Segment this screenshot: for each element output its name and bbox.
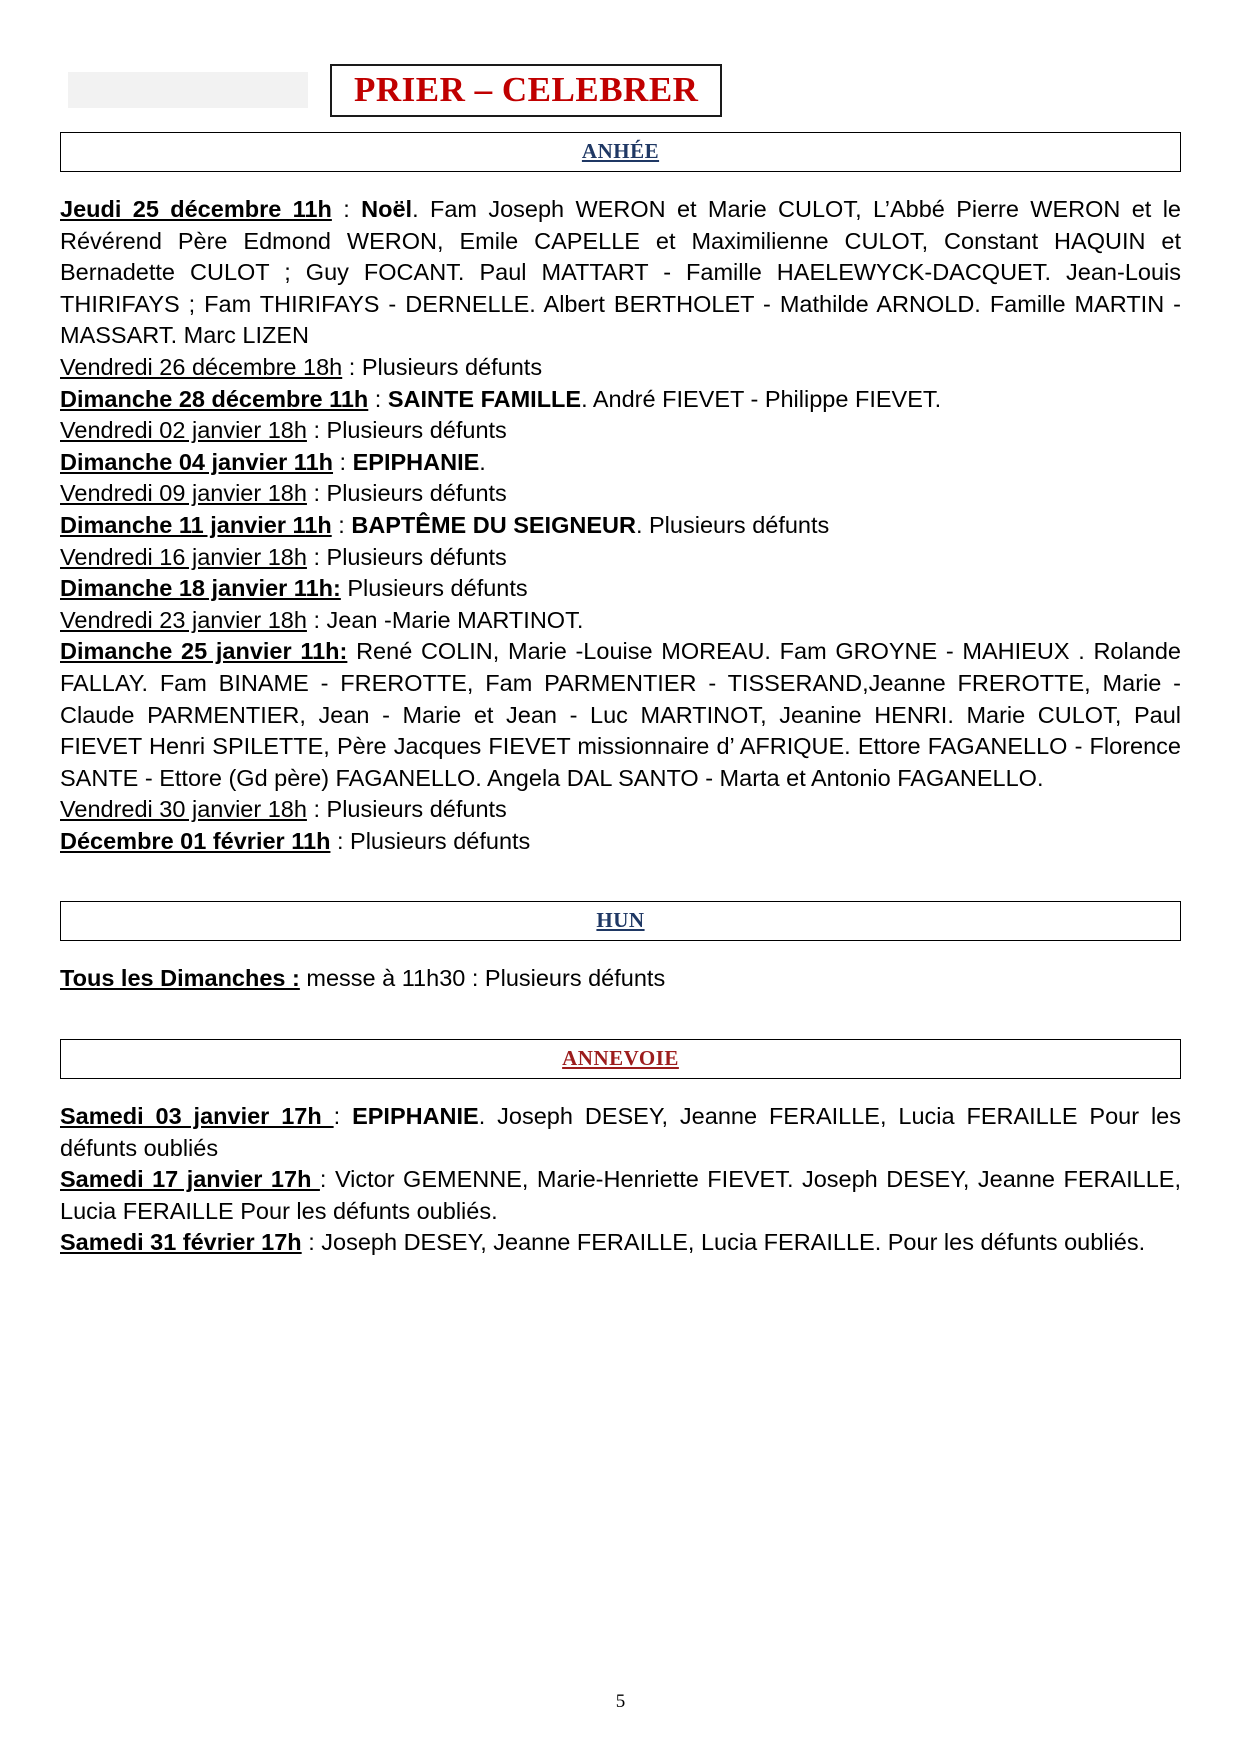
entry-lead: Vendredi 23 janvier 18h <box>60 606 307 633</box>
list-item <box>60 542 1181 574</box>
entry-lead: Jeudi 25 décembre 11h <box>60 196 332 222</box>
entry-lead: Vendredi 16 janvier 18h <box>60 543 307 570</box>
entry-separator: : <box>330 827 351 854</box>
page-header <box>60 62 1181 118</box>
list-item <box>60 478 1181 510</box>
section-entries-annevoie <box>60 1101 1181 1259</box>
entry-body: Plusieurs défunts <box>326 796 507 823</box>
entry-body: René COLIN, Marie -Louise MOREAU. Fam GROYNE - MAHIEUX . Rolande FALLAY. Fam BINAME - FREROTTE, Fam PARMENTIER - TISSERAND,Jeanne FREROTTE, Marie - Claude PARMENTIER, Jean - Marie et Jean - Luc MARTINOT, Jeanine HENRI. Marie CULOT, Paul FIEVET Henri SPILETTE, Père Jacques FIEVET missionnaire d’ AFRIQUE. Ettore FAGANELLO - Florence SANTE - Ettore (Gd père) FAGANELLO. Angela DAL SANTO - Marta et Antonio FAGANELLO. <box>60 638 1181 791</box>
list-item <box>60 826 1181 858</box>
list-item <box>60 352 1181 384</box>
section-entries-hun <box>60 963 1181 995</box>
list-item <box>60 1227 1181 1259</box>
document-title-box <box>330 64 722 117</box>
list-item <box>60 605 1181 637</box>
entry-feast: SAINTE FAMILLE <box>387 385 582 412</box>
entry-body: Plusieurs défunts <box>361 353 543 380</box>
entry-body: . <box>479 448 486 475</box>
entry-lead: Vendredi 30 janvier 18h <box>60 796 307 823</box>
entry-body: . André FIEVET - Philippe FIEVET. <box>581 385 942 412</box>
spacer <box>60 995 1181 1029</box>
entry-lead: Vendredi 02 janvier 18h <box>60 417 307 444</box>
entry-separator: : <box>333 448 353 475</box>
entry-body: Plusieurs défunts <box>326 417 507 444</box>
entry-body: Plusieurs défunts <box>347 575 528 602</box>
list-item <box>60 510 1181 542</box>
section-entries-anhee <box>60 194 1181 857</box>
entry-lead: Dimanche 04 janvier 11h <box>60 448 334 475</box>
entry-lead: Samedi 03 janvier 17h <box>60 1103 334 1130</box>
entry-feast: EPIPHANIE <box>352 448 480 475</box>
list-item <box>60 573 1181 605</box>
list-item <box>60 384 1181 416</box>
entry-body: Plusieurs défunts <box>326 543 507 570</box>
list-item <box>60 636 1181 794</box>
entry-separator: : <box>306 417 327 444</box>
section-title-anhee: ANHÉE <box>581 139 660 163</box>
entry-separator: : <box>306 480 327 507</box>
entry-separator: : <box>306 543 327 570</box>
entry-lead: Vendredi 26 décembre 18h <box>60 353 343 380</box>
entry-body: . Plusieurs défunts <box>635 511 830 538</box>
entry-lead: Dimanche 25 janvier 11h: <box>60 638 348 665</box>
list-item <box>60 963 1181 995</box>
entry-feast: BAPTÊME DU SEIGNEUR <box>351 511 636 538</box>
entry-lead: Tous les Dimanches : <box>60 965 300 992</box>
list-item <box>60 1164 1181 1227</box>
list-item <box>60 447 1181 479</box>
entry-separator: : <box>306 796 327 823</box>
list-item <box>60 194 1181 352</box>
entry-separator <box>347 638 356 664</box>
page-number: 5 <box>615 1691 626 1712</box>
entry-body: Plusieurs défunts <box>350 827 531 854</box>
entry-lead: Dimanche 18 janvier 11h: <box>60 575 341 602</box>
entry-body: messe à 11h30 : Plusieurs défunts <box>306 965 666 992</box>
list-item <box>60 794 1181 826</box>
entry-body: Victor GEMENNE, Marie-Henriette FIEVET. Joseph DESEY, Jeanne FERAILLE, Lucia FERAILLE Pour les défunts oubliés. <box>60 1166 1182 1224</box>
section-banner-annevoie <box>60 1039 1181 1079</box>
entry-body: Jean -Marie MARTINOT. <box>326 606 584 633</box>
entry-lead: Vendredi 09 janvier 18h <box>60 480 307 507</box>
entry-lead: Samedi 31 février 17h <box>60 1229 302 1256</box>
entry-separator: : <box>301 1229 322 1256</box>
entry-body: Plusieurs défunts <box>326 480 507 507</box>
entry-separator: : <box>319 1166 335 1193</box>
header-placeholder-block <box>68 72 308 108</box>
entry-separator: : <box>306 606 327 633</box>
entry-lead: Décembre 01 février 11h <box>60 827 331 854</box>
section-title-hun: HUN <box>596 908 645 933</box>
entry-body: Joseph DESEY, Jeanne FERAILLE, Lucia FERAILLE. Pour les défunts oubliés. <box>321 1229 1146 1256</box>
entry-lead: Dimanche 28 décembre 11h <box>60 385 369 412</box>
list-item <box>60 1101 1181 1164</box>
entry-feast: Noël <box>361 196 413 222</box>
entry-body: . Joseph DESEY, Jeanne FERAILLE, Lucia FERAILLE Pour les défunts oubliés <box>60 1103 1181 1161</box>
entry-separator: : <box>368 385 388 412</box>
entry-feast: EPIPHANIE <box>352 1103 479 1130</box>
list-item <box>60 415 1181 447</box>
page-title: PRIER – CELEBRER <box>354 69 699 109</box>
entry-separator: : <box>331 511 352 538</box>
entry-separator: : <box>331 196 362 222</box>
section-banner-hun <box>60 901 1181 941</box>
section-banner-anhee <box>60 132 1181 172</box>
section-title-annevoie: ANNEVOIE <box>562 1046 679 1071</box>
entry-separator: : <box>333 1103 353 1130</box>
entry-body: . Fam Joseph WERON et Marie CULOT, L’Abbé Pierre WERON et le Révérend Père Edmond WERON, Emile CAPELLE et Maximilienne CULOT, Constant HAQUIN et Bernadette CULOT ; Guy FOCANT. Paul MATTART - Famille HAELEWYCK-DACQUET. Jean-Louis THIRIFAYS ; Fam THIRIFAYS - DERNELLE. Albert BERTHOLET - Mathilde ARNOLD. Famille MARTIN - MASSART. Marc LIZEN <box>60 196 1181 349</box>
spacer <box>60 857 1181 891</box>
entry-lead: Samedi 17 janvier 17h <box>60 1166 320 1193</box>
entry-separator: : <box>342 353 362 380</box>
entry-lead: Dimanche 11 janvier 11h <box>60 511 332 538</box>
